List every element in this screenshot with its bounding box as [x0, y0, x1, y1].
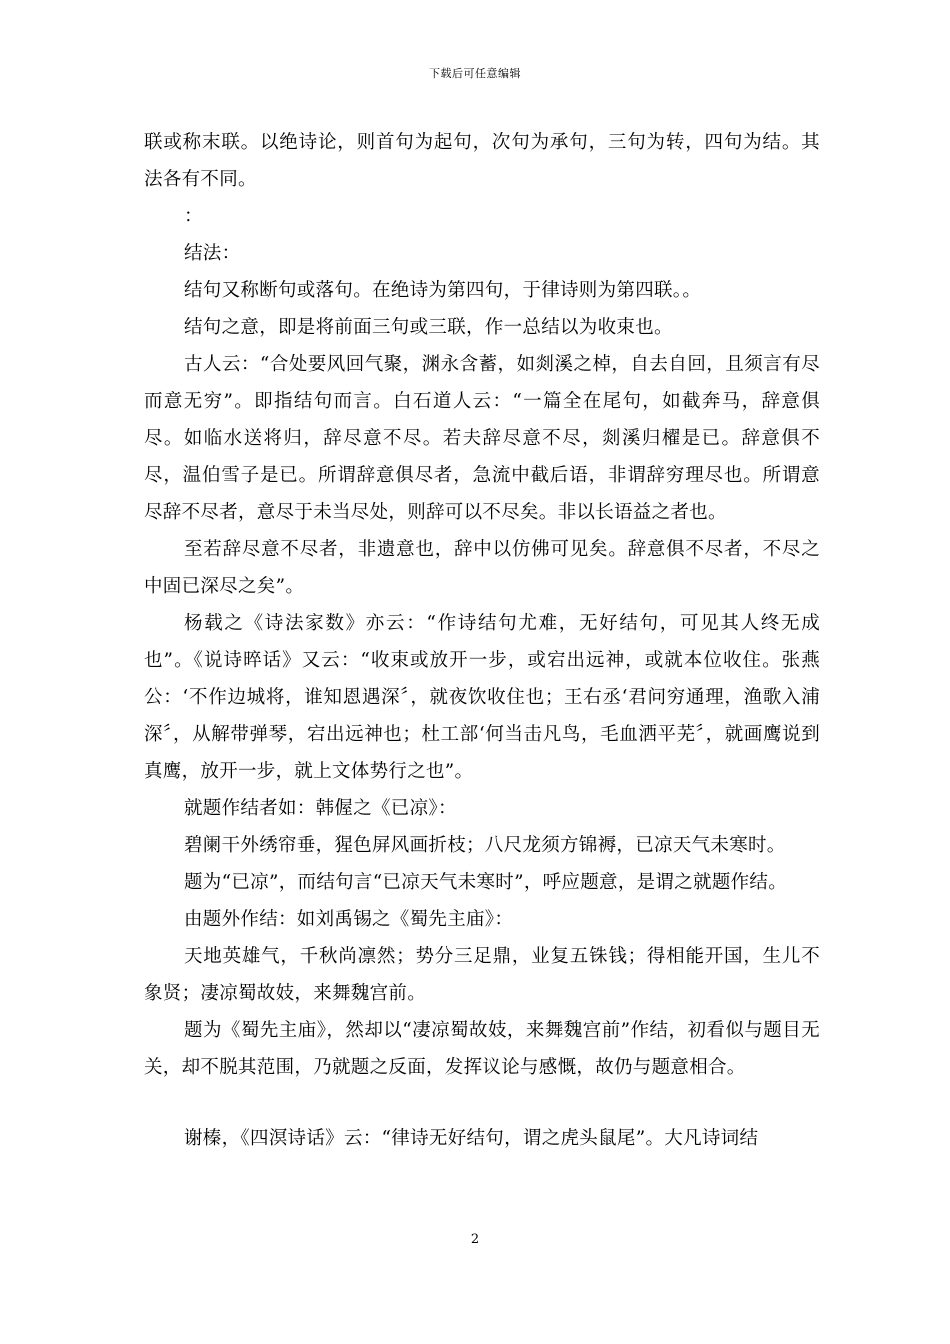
- poem-text: 天地英雄气，千秋尚凛然；势分三足鼎，业复五铢钱；得相能开国，生儿不象贤；凄凉蜀故妓，来舞魏宫前。: [144, 946, 820, 1004]
- paragraph: 就题作结者如：韩偓之《已凉》：: [184, 798, 457, 819]
- poem-text: 碧阑干外绣帘垂，猩色屏风画折枝；八尺龙须方锦褥，已凉天气未寒时。: [184, 835, 786, 856]
- paragraph: 结句又称断句或落句。在绝诗为第四句，于律诗则为第四联。。: [184, 280, 702, 301]
- paragraph: 结句之意，即是将前面三句或三联，作一总结以为收束也。: [184, 317, 673, 338]
- paragraph: 联或称末联。以绝诗论，则首句为起句，次句为承句，三句为转，四句为结。其法各有不同。: [144, 132, 820, 190]
- page-number: 2: [470, 1232, 480, 1247]
- section-heading: 结法：: [184, 243, 241, 264]
- paragraph: 题为《蜀先主庙》，然却以“凄凉蜀故妓，来舞魏宫前”作结，初看似与题目无关，却不脱其范围，乃就题之反面，发挥议论与感慨，故仍与题意相合。: [144, 1020, 820, 1078]
- paragraph: 古人云：“合处要风回气聚，渊永含蓄，如剡溪之棹，自去自回，且须言有尽而意无穷”。即指结句而言。白石道人云：“一篇全在尾句，如截奔马，辞意俱尽。如临水送将归，辞尽意不尽。若夫辞尽意不尽，剡溪归櫂是已。辞意俱不尽，温伯雪子是已。所谓辞意俱尽者，急流中截后语，非谓辞穷理尽也。所谓意尽辞不尽者，意尽于未当尽处，则辞可以不尽矣。非以长语益之者也。: [144, 354, 820, 523]
- paragraph: 至若辞尽意不尽者，非遗意也，辞中以仿佛可见矣。辞意俱不尽者，不尽之中固已深尽之矣”。: [144, 539, 820, 597]
- paragraph: 杨载之《诗法家数》亦云：“作诗结句尤难，无好结句，可见其人终无成也”。《说诗晬话》又云：“收束或放开一步，或宕出远神，或就本位收住。张燕公：‘不作边城将，谁知恩遇深〞，就夜饮收住也；王右丞‘君问穷通理，渔歌入浦深〞，从解带弹琴，宕出远神也；杜工部‘何当击凡鸟，毛血洒平芜〞，就画鹰说到真鹰，放开一步，就上文体势行之也”。: [144, 613, 820, 782]
- page-header: 下载后可任意编辑: [429, 67, 521, 80]
- document-body: [144, 124, 820, 1157]
- paragraph: 题为“已凉”，而结句言“已凉天气未寒时”，呼应题意，是谓之就题作结。: [184, 872, 788, 893]
- paragraph: 谢榛，《四溟诗话》云：“律诗无好结句，谓之虎头鼠尾”。大凡诗词结: [184, 1128, 759, 1149]
- paragraph: 由题外作结：如刘禹锡之《蜀先主庙》：: [184, 909, 514, 930]
- paragraph: ：: [184, 206, 203, 227]
